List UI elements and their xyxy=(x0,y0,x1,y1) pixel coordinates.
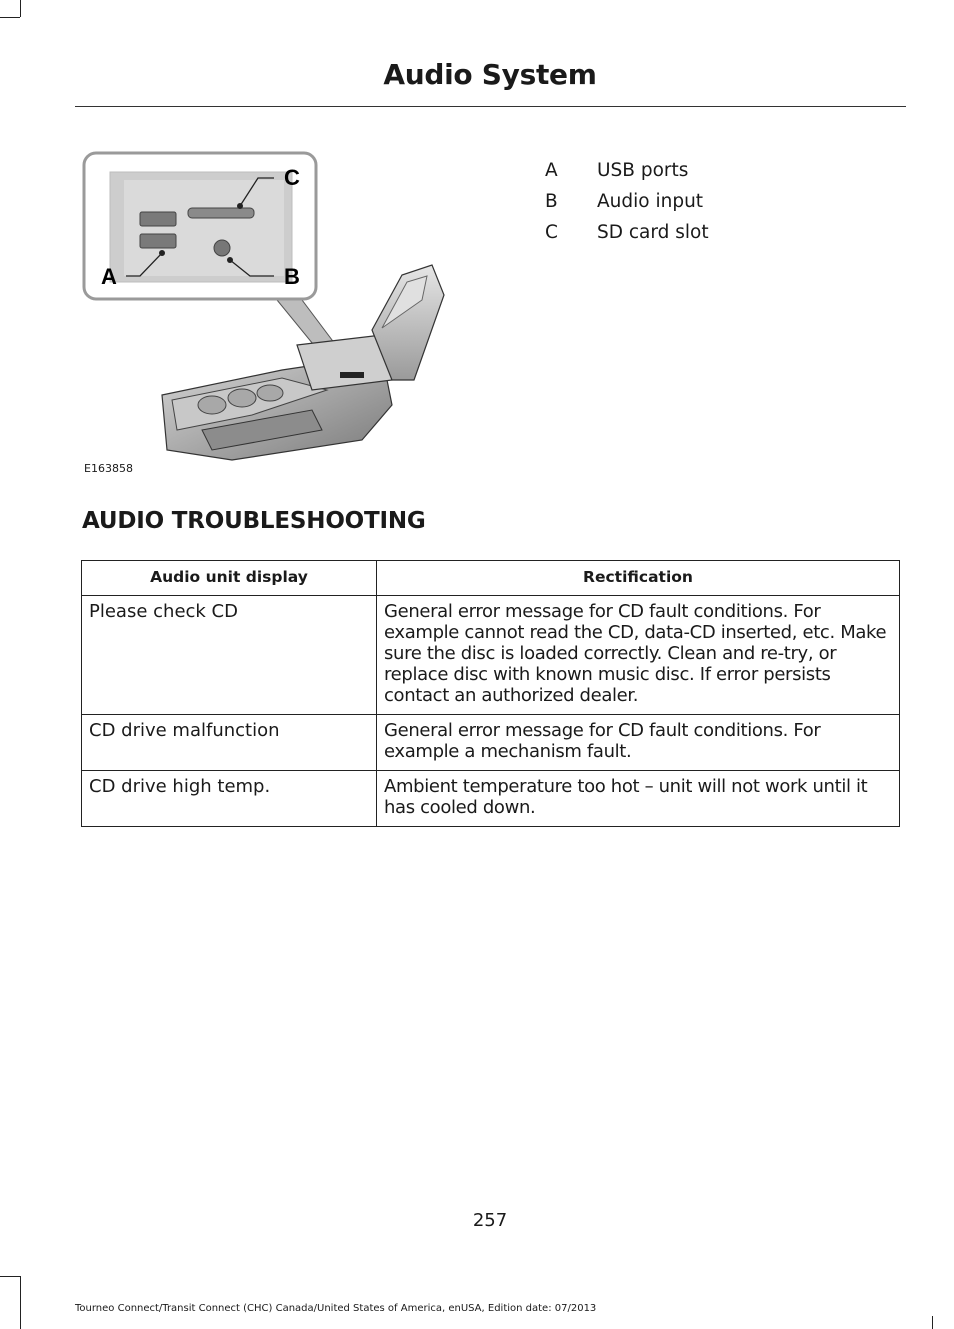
legend-key: C xyxy=(545,222,558,243)
display-cell: Please check CD xyxy=(82,596,377,715)
crop-mark xyxy=(0,1276,20,1277)
legend-desc: USB ports xyxy=(597,160,689,181)
display-cell: CD drive high temp. xyxy=(82,771,377,827)
legend-row xyxy=(545,217,709,248)
rectification-cell: General error message for CD fault conditions. For example a mechanism fault. xyxy=(377,715,900,771)
table-row xyxy=(82,715,900,771)
crop-mark xyxy=(932,1316,933,1329)
display-cell: CD drive malfunction xyxy=(82,715,377,771)
legend-key: A xyxy=(545,160,558,181)
callout-legend xyxy=(545,155,709,248)
usb-port-icon xyxy=(140,234,176,248)
callout-b: B xyxy=(284,264,300,289)
legend-row xyxy=(545,186,709,217)
legend-desc: Audio input xyxy=(597,191,704,212)
rectification-cell: General error message for CD fault conditions. For example cannot read the CD, data-CD inserted, etc. Make sure the disc is loaded correctly. Clean and re-try, or replace disc with known music disc. If error persists contact an authorized dealer. xyxy=(377,596,900,715)
crop-mark xyxy=(20,0,21,17)
figure-id: E163858 xyxy=(84,462,133,475)
sd-card-slot-icon xyxy=(188,208,254,218)
legend-row xyxy=(545,155,709,186)
section-heading: AUDIO TROUBLESHOOTING xyxy=(82,508,426,534)
title-divider xyxy=(75,106,906,107)
column-header: Rectification xyxy=(377,561,900,596)
center-console-drawing xyxy=(82,150,462,465)
callout-c: C xyxy=(284,165,300,190)
console-illustration xyxy=(82,150,462,480)
troubleshooting-table xyxy=(81,560,900,827)
crop-mark xyxy=(20,1276,21,1329)
table-header-row xyxy=(82,561,900,596)
page-number: 257 xyxy=(472,1210,508,1231)
crop-mark xyxy=(0,17,20,18)
page-title: Audio System xyxy=(383,58,597,91)
legend-desc: SD card slot xyxy=(597,222,709,243)
edition-footer: Tourneo Connect/Transit Connect (CHC) Canada/United States of America, enUSA, Edition date: 07/2013 xyxy=(75,1303,597,1314)
audio-input-icon xyxy=(214,240,230,256)
column-header: Audio unit display xyxy=(82,561,377,596)
table-row xyxy=(82,596,900,715)
rectification-cell: Ambient temperature too hot – unit will not work until it has cooled down. xyxy=(377,771,900,827)
callout-a: A xyxy=(101,264,117,289)
table-row xyxy=(82,771,900,827)
usb-port-icon xyxy=(140,212,176,226)
legend-key: B xyxy=(545,191,558,212)
